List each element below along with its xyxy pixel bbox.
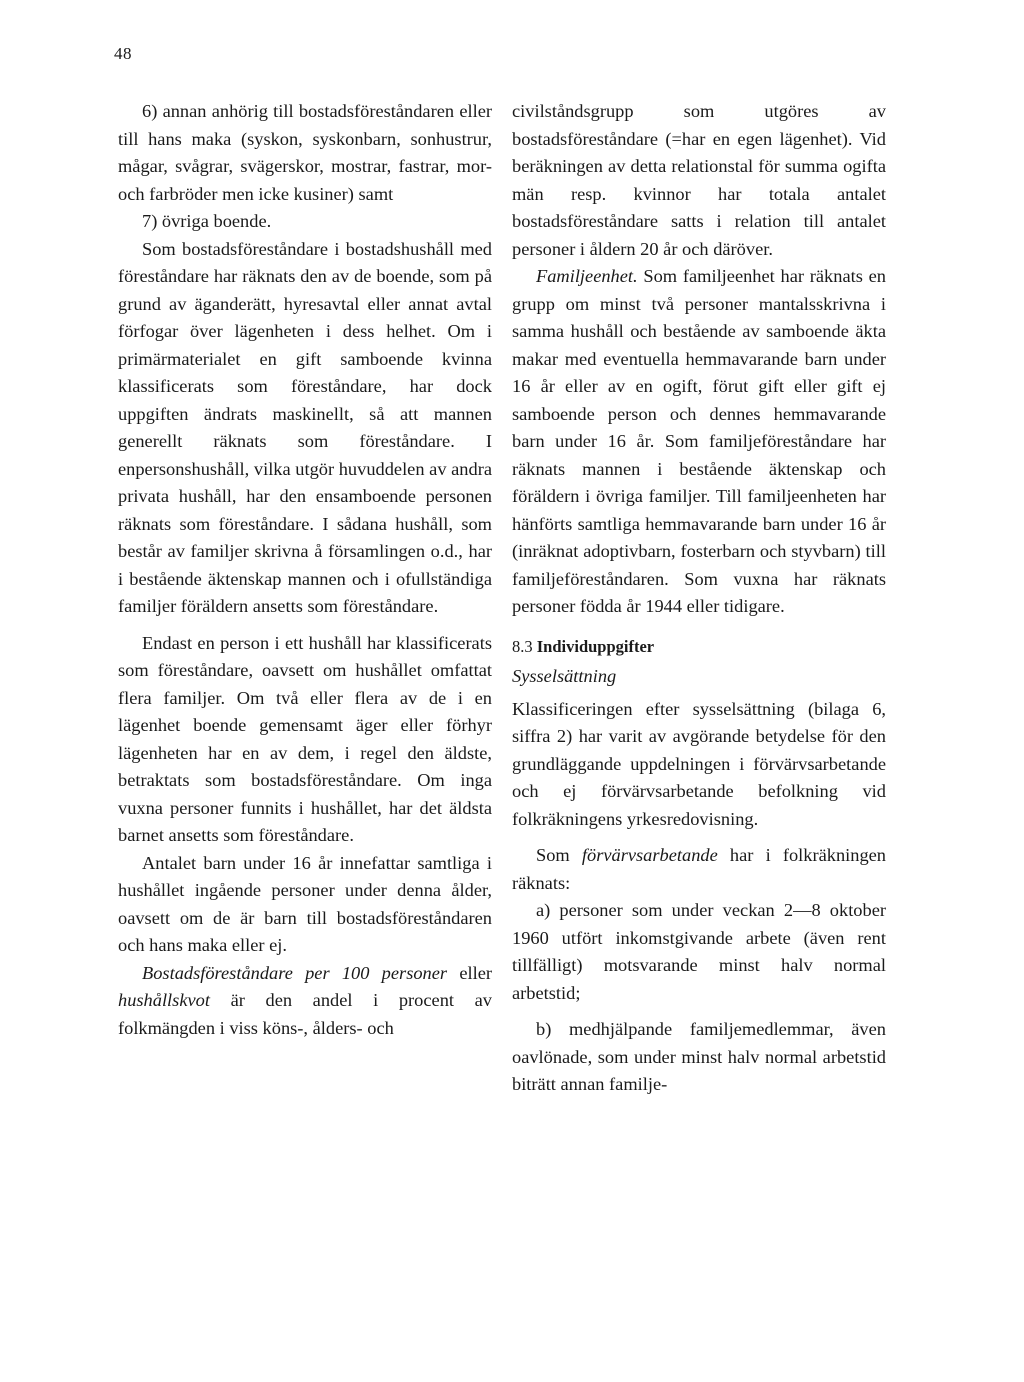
subheading-sysselsattning: Sysselsättning: [512, 665, 617, 686]
paragraph-civilstandsgrupp: civilståndsgrupp som utgöres av bostadsföreståndare (=har en egen lägenhet). Vid beräkningen av detta relationstal för summa ogifta män resp. kvinnor har totala antalet bostadsföreståndare satts i relation till antalet personer i åldern 20 år och däröver.: [512, 101, 886, 259]
section-number: 8.3: [512, 636, 533, 656]
text-hushallskvot-definition: är den andel i procent av folkmängden i viss köns-, ålders- och: [118, 990, 492, 1038]
text-forvarvsarbetande-rest: har i folkräkningen räknats:: [512, 845, 886, 893]
page-number: 48: [114, 44, 132, 63]
term-hushallskvot: hushållskvot: [118, 990, 210, 1010]
text-eller: eller: [447, 962, 492, 983]
paragraph-antalet-barn: Antalet barn under 16 år innefattar samtliga i hushållet ingående personer under denna ålder, oavsett om de är barn till bostadsföreståndaren och hans maka eller ej.: [118, 852, 492, 955]
paragraph-bostadsforestandare: Som bostadsföreståndare i bostadshushåll med föreståndare har räknats den av de boende, som på grund av äganderätt, hyresavtal eller annat avtal förfogar över lägenheten i dess helhet. Om i primärmaterialet en gift samboende kvinna klassificerats som föreståndare, har dock uppgiften ändrats maskinellt, så att mannen generellt räknats som föreståndare. I enpersonshushåll, vilka utgör huvuddelen av andra privata hushåll, har den ensamboende personen räknats som föreståndare. I sådana hushåll, som består av familjer skrivna å församlingen o.d., har i bestående äktenskap mannen och i ofullständiga familjer föräldern ansetts som föreståndare.: [118, 238, 492, 616]
section-title: Individuppgifter: [536, 636, 655, 656]
list-item-b: b) medhjälpande familjemedlemmar, även oavlönade, som under minst halv normal arbetstid biträtt annan familje-: [512, 1019, 886, 1094]
paragraph-endast-en-person: Endast en person i ett hushåll har klassificerats som föreståndare, oavsett om hushållet omfattat flera familjer. Om två eller flera av de i en lägenhet boende gemensamt äger eller förhyr lägenheten har en av dem, i regel den äldste, betraktats som bostadsföreståndare. Om inga vuxna personer funnits i hushållet, har det äldsta barnet ansetts som föreståndare.: [118, 632, 492, 845]
paragraph-klassificeringen: Klassificeringen efter sysselsättning (bilaga 6, siffra 2) har varit av avgörande betydelse för den grundläggande uppdelningen i förvärvsarbetande och ej förvärvsarbetande befolkning vid folkräkningens yrkesredovisning.: [512, 698, 886, 829]
right-column: [512, 98, 886, 1099]
list-item-7: 7) övriga boende.: [142, 211, 272, 231]
list-item-a: a) personer som under veckan 2—8 oktober 1960 utfört inkomstgivande arbete (även rent tillfälligt) motsvarande minst halv normal arbetstid;: [512, 900, 886, 1003]
paragraph-hushallskvot: [118, 960, 492, 1043]
term-bostadsforestandare-per-100: Bostadsföreståndare per 100 personer: [142, 962, 448, 983]
section-heading: [512, 635, 886, 659]
text-familjeenhet-definition: Som familjeenhet har räknats en grupp om minst två personer mantalsskrivna i samma hushåll och bestående av samboende äkta makar med eventuella hemmavarande barn under 16 år eller av en ogift, förut gift eller gift ej samboende person och dennes hemmavarande barn under 16 år. Som familjeföreståndare har räknats mannen i bestående äktenskap och föräldern i övriga familjer. Till familjeenheten har hänförts samtliga hemmavarande barn under 16 år (inräknat adoptivbarn, fosterbarn och styvbarn) till familjeföreståndaren. Som vuxna har räknats personer födda år 1944 eller tidigare.: [512, 266, 886, 616]
term-forvarvsarbetande: förvärvsarbetande: [581, 845, 718, 865]
term-familjeenhet: Familjeenhet.: [536, 266, 638, 286]
paragraph-familjeenhet: [512, 263, 886, 621]
left-column: [118, 98, 492, 1042]
text-som: Som: [536, 845, 582, 865]
paragraph-forvarvsarbetande: [512, 842, 886, 897]
list-item-6: 6) annan anhörig till bostadsföreståndaren eller till hans maka (syskon, syskonbarn, sonhustrur, mågar, svågrar, svägerskor, mostrar, fastrar, mor- och farbröder men icke kusiner) samt: [118, 101, 492, 204]
